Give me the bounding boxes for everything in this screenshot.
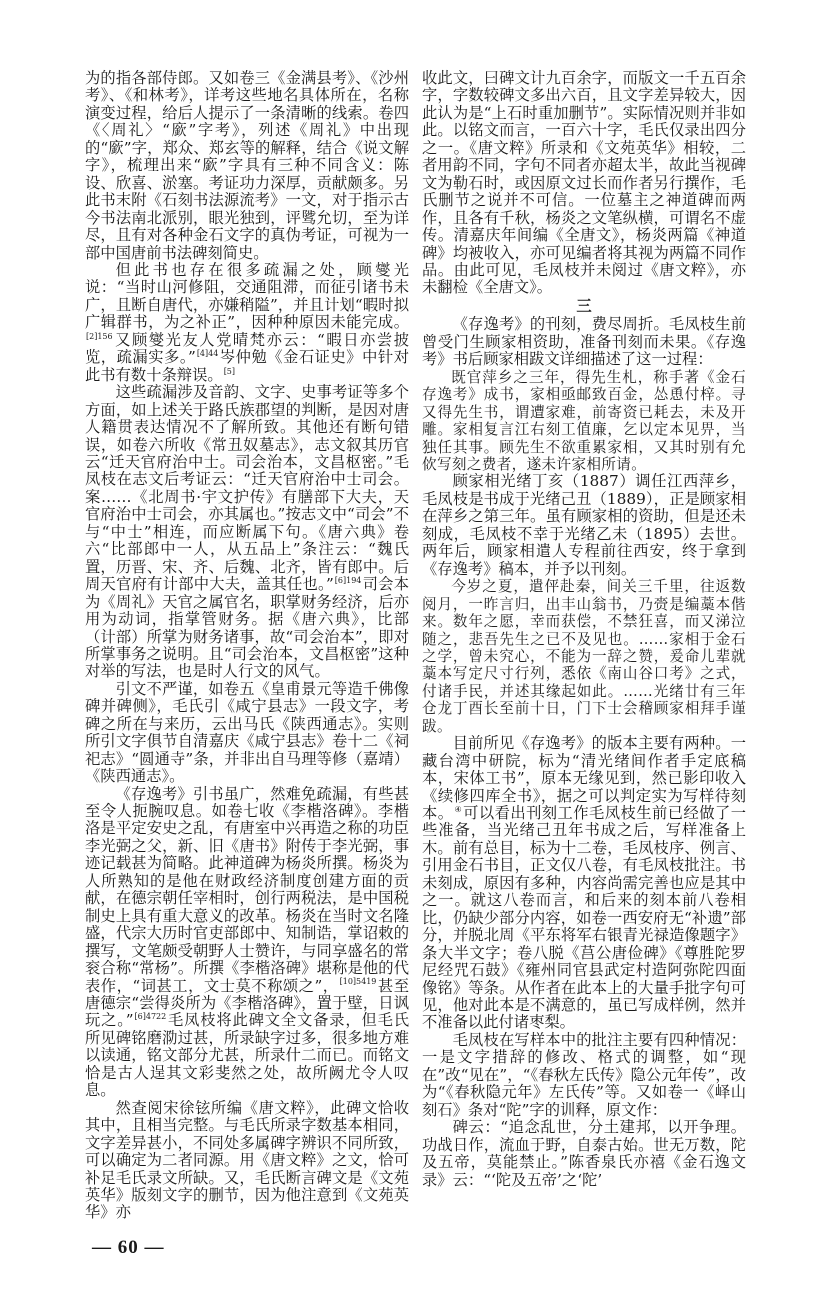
paragraph [422, 473, 746, 578]
left-column-text [85, 70, 409, 1222]
paragraph [422, 1119, 746, 1189]
block-quote [422, 369, 746, 474]
text-run: 司会本为《周礼》天官之属官名，职掌财务经济，后亦用为动词，指掌管财务。据《唐六典》，比部（计部）所掌为财务诸事，故“司会治本”，即对所掌事务之说明。且“司会治本，文昌枢密”这种对举的写法，也是时人行文的风气。 [85, 575, 409, 681]
citation-superscript: [6]194 [334, 576, 362, 586]
text-run: 顾家相光绪丁亥（1887）调任江西萍乡，毛凤枝是书成于光绪己丑（1889），正是顾家相在萍乡之第三年。虽有顾家相的资助，但是还未刻成，毛凤枝不幸于光绪乙未（1895）去世。两年后，顾家相遣人专程前往西安，终于拿到《存逸考》稿本，并予以刊刻。 [422, 472, 746, 578]
text-run: 既官萍乡之三年，得先生札，称手著《金石存逸考》成书，家相亟邮致百金，怂恿付梓。寻又得先生书，谓遭家难，前寄资已耗去，未及开雕。家相复言江右刻工值廉，乞以定本见畀，当独任其事。顾先生不欲重累家相，又其时别有允佽写刻之费者，遂未许家相所请。 [422, 368, 746, 473]
paragraph [422, 316, 746, 368]
text-run: 岑仲勉《金石证史》中针对此书有数十条辩误。 [85, 348, 409, 384]
text-run: 毛凤枝将此碑文全文备录，但毛氏所见碑铭磨泐过甚，所录缺字过多，很多地方难以读通，铭文部分尤甚，所录什二而已。而铭文恰是古人逞其文彩斐然之处，故所阙尤令人叹息。 [85, 1011, 409, 1100]
block-quote [422, 578, 746, 735]
text-run: 收此文，曰碑文计九百余字，而版文一千五百余字，字数较碑文多出六百，且文字差异较大，因此认为是“上石时重加删节”。实际情况则并非如此。以铭文而言，一百六十字，毛氏仅录出四分之一。《唐文粹》所录和《文苑英华》相较，二者用韵不同，字句不同者亦超太半，故此当视碑文为勒石时，或因原文过长而作者另行撰作，毛氏删节之说并不可信。一位墓主之神道碑而两作，且各有千秋，杨炎之文笔纵横，可谓名不虚传。清嘉庆年间编《全唐文》，杨炎两篇《神道碑》均被收入，亦可见编者将其视为两篇不同作品。由此可见，毛凤枝并未阅过《唐文粹》，亦未翻检《全唐文》。 [422, 69, 746, 297]
page-number: — 60 — [92, 1236, 165, 1258]
text-run: 三 [576, 296, 592, 315]
citation-superscript: [4]44 [196, 349, 219, 359]
left-column [85, 70, 409, 1290]
text-run: 然查阅宋徐铉所编《唐文粹》，此碑文恰收其中，且相当完整。与毛氏所录字数基本相同，文字差异甚小，不同处多属碑字辨识不同所致，可以确定为二者同源。用《唐文粹》之文，恰可补足毛氏录文所缺。又，毛氏断言碑文是《文苑英华》版刻文字的删节，因为他注意到《文苑英华》亦 [85, 1098, 409, 1222]
text-run: 这些疏漏涉及音韵、文字、史事考证等多个方面，如上述关于路氏族郡望的判断，是因对唐人籍贯表达情况不了解所致。其他还有断句错误，如卷六所收《常丑奴墓志》，志文叙其历官云“迁天官府治中士。司会治本，文昌枢密。”毛凤枝在志文后考证云：“迁天官府治中士司会。案……《北周书·宇文护传》有膳部下大夫，天官府治中士司会，亦其属也。”按志文中“司会”不与“中士”相连，而应断属下句。《唐六典》卷六“比部郎中一人，从五品上”条注云：“魏氏置，历晋、宋、齐、后魏、北齐，皆有郎中。后周天官府有计部中大夫，盖其任也。” [85, 383, 409, 594]
paragraph [422, 1032, 746, 1119]
paragraph [85, 681, 409, 786]
text-run: 为的指各部侍郎。又如卷三《金满县考》、《沙州考》、《和林考》，详考这些地名具体所在，名称演变过程，给后人提示了一条清晰的线索。卷四《〈周礼〉“廞”字考》，列述《周礼》中出现的“廞”字，郑众、郑玄等的解释，结合《说文解字》，梳理出来“廞”字具有三种不同含义：陈设、欣喜、淤塞。考证功力深厚，贡献颇多。另此书末附《石刻书法源流考》一文，对于指示古今书法南北派别，眼光独到，评骘允切，至为详尽，且有对各种金石文字的真伪考证，可视为一部中国唐前书法碑刻简史。 [85, 69, 409, 262]
citation-superscript: [2]156 [86, 331, 113, 341]
text-run: 《存逸考》引书虽广，然难免疏漏，有些甚至令人扼腕叹息。如卷七收《李楷洛碑》。李楷洛是平定安史之乱，有唐室中兴再造之称的功臣李光弼之父，新、旧《唐书》附传于李光弼，事迹记载甚为简略。此神道碑为杨炎所撰。杨炎为人所熟知的是他在财政经济制度创建方面的贡献，在德宗朝任宰相时，创行两税法，是中国税制史上具有重大意义的改革。杨炎在当时文名隆盛，代宗大历时官吏部郎中、知制诰，掌诏敕的撰写，文笔颇受朝野人士赞许，与同享盛名的常衮合称“常杨”。所撰《李楷洛碑》堪称是他的代表作，“词甚工，文士莫不称颂之”， [85, 784, 409, 995]
paragraph [85, 262, 409, 384]
paragraph [422, 735, 746, 1032]
text-run: 甚至唐德宗“尝得炎所为《李楷洛碑》，置于壁，日讽玩之。” [85, 976, 409, 1030]
text-run: 引文不严谨，如卷五《皇甫景元等造千佛像碑并碑侧》，毛氏引《咸宁县志》一段文字，考碑之所在与来历，云出马氏《陕西通志》。实则所引文字俱节自清嘉庆《咸宁县志》卷十二《祠祀志》“圆通寺”条，并非出自马理等修（嘉靖）《陕西通志》。 [85, 679, 409, 786]
text-run: 但此书也存在很多疏漏之处，顾燮光说：“当时山河修阻，交通阻滞，而征引诸书未广，且断自唐代，亦嫌稍隘”，并且计划“暇时拟广辑群书，为之补正”，因种种原因未能完成。 [85, 260, 409, 332]
paragraph [85, 384, 409, 681]
text-run: 碑云：“追念乱世，分土建邦，以开争理。功战日作，流血于野，自泰古始。世无万数，陀及五帝，莫能禁止。”陈香泉氏亦禧《金石逸文录》云：“‘陀及五帝’之‘陀’ [422, 1118, 746, 1189]
paragraph [422, 70, 746, 297]
right-column [422, 70, 746, 1189]
citation-superscript: [6]4722 [134, 1012, 167, 1022]
citation-superscript: [10]5419 [339, 977, 377, 987]
right-column-text [422, 70, 746, 1189]
paragraph [85, 70, 409, 262]
text-run: 又顾燮光友人党晴梵亦云：“暇日亦尝披览，疏漏实多。” [85, 330, 409, 367]
paragraph [85, 1100, 409, 1222]
citation-superscript: [5] [223, 366, 236, 376]
text-run: 毛凤枝在写样本中的批注主要有四种情况：一是文字措辞的修改、格式的调整，如“现在”改“见在”，“《春秋左氏传》隐公元年传”，改为“《春秋隐元年》左氏传”等。又如卷一《峄山刻石》条对“陀”字的训释，原文作： [422, 1030, 746, 1119]
text-run: 今岁之夏，遣伻赴秦，间关三千里，往返数阅月，一昨言归，出丰山翁书，乃赍是编藁本偕来。数年之愿，幸而获偿，不禁狂喜，而又涕泣随之，悲吾先生之已不及见也。……家相于金石之学，曾未究心，不能为一辞之赞，爰命儿辈就藁本写定尺寸行列，悉依《南山谷口考》之式，付诸手民，并述其缘起如此。……光绪廿有三年仓龙丁酉长至前十日，门下士会稽顾家相拜手谨跋。 [422, 578, 746, 735]
paragraph [85, 786, 409, 1100]
text-run: 目前所见《存逸考》的版本主要有两种。一藏台湾中研院，标为“清光绪间作者手定底稿本，宋体工书”，原本无缘见到，然已影印收入《续修四库全书》，据之可以判定实为写样待刻本。 [422, 734, 746, 823]
citation-superscript: ④ [454, 804, 463, 814]
bottom-margin [85, 1260, 409, 1290]
text-run: 《存逸考》的刊刻，费尽周折。毛凤枝生前曾受门生顾家相资助，准备刊刻而未果。《存逸考》书后顾家相跋文详细描述了这一过程： [422, 315, 746, 369]
text-run: 可以看出刊刻工作毛凤枝生前已经做了一些准备，当光绪己丑年书成之后，写样准备上木。前有总目，标为十二卷，毛凤枝序、例言、引用金石书目，正文仅八卷，有毛凤枝批注。书未刻成，原因有多种，内容尚需完善也应是其中之一。就这八卷而言，和后来的刻本前八卷相比，仍缺少部分内容，如卷一西安府无“补遗”部分，并脱北周《平东将军右银青光禄造像题字》条大半文字；卷八脱《莒公唐俭碑》《尊胜陀罗尼经咒石鼓》《雍州同官县武定村造阿弥陀四面像铭》等条。从作者在此本上的大量手批字句可见，他对此本是不满意的，虽已写成样例，然并不准备以此付诸枣梨。 [422, 804, 746, 1032]
section-heading [422, 298, 746, 315]
